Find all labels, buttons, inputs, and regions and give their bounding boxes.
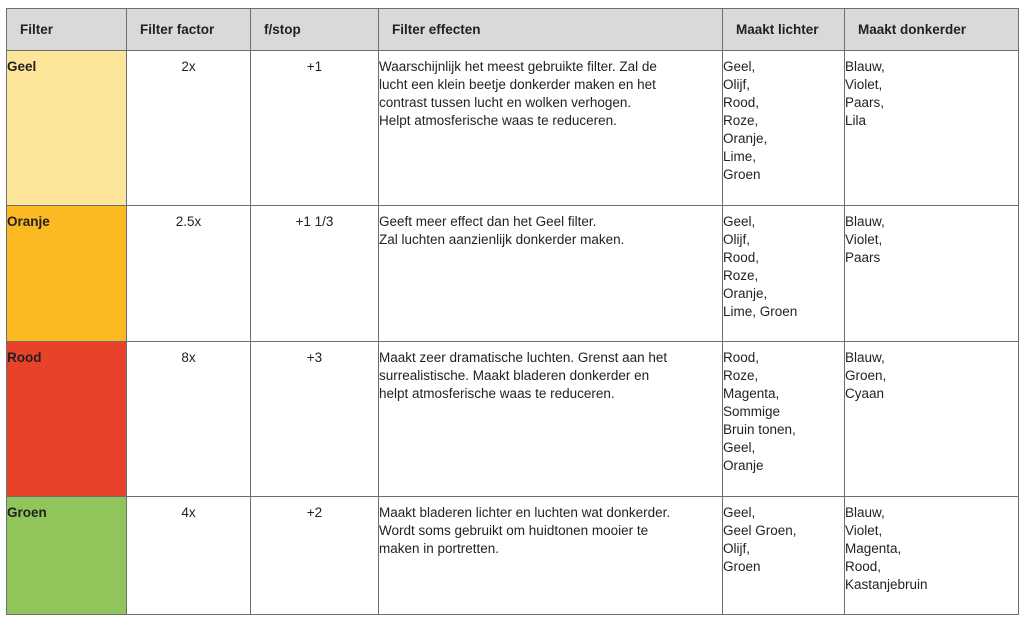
effects-line: contrast tussen lucht en wolken verhogen. [379, 95, 632, 110]
color-item: Geel, [723, 59, 756, 74]
color-item: Olijf, [723, 232, 750, 247]
color-item: Geel, [723, 440, 756, 455]
filter-table [6, 8, 1019, 615]
color-item: Blauw, [845, 350, 885, 365]
filter-name-cell: Groen [7, 497, 127, 615]
color-item: Violet, [845, 523, 883, 538]
color-item: Blauw, [845, 214, 885, 229]
table-row [7, 206, 1019, 342]
darker-cell [845, 342, 1019, 497]
fstop-cell: +1 [251, 51, 379, 206]
header-filter-effects: Filter effecten [379, 9, 723, 51]
effects-line: Maakt zeer dramatische luchten. Grenst aan het [379, 350, 668, 365]
filter-factor-cell: 2.5x [127, 206, 251, 342]
filter-factor-cell: 8x [127, 342, 251, 497]
effects-line: Geeft meer effect dan het Geel filter. [379, 214, 597, 229]
effects-line: lucht een klein beetje donkerder maken en het [379, 77, 656, 92]
effects-cell [379, 206, 723, 342]
color-item: Geel, [723, 214, 756, 229]
lighter-cell [723, 51, 845, 206]
color-item: Oranje, [723, 131, 768, 146]
color-item: Lila [845, 113, 867, 128]
color-item: Violet, [845, 232, 883, 247]
color-item: Groen [723, 167, 761, 182]
color-item: Magenta, [723, 386, 780, 401]
header-makes-lighter: Maakt lichter [723, 9, 845, 51]
color-item: Bruin tonen, [723, 422, 796, 437]
color-item: Olijf, [723, 77, 750, 92]
table-header [7, 9, 1019, 51]
color-item: Olijf, [723, 541, 750, 556]
fstop-cell: +3 [251, 342, 379, 497]
color-item: Lime, [723, 149, 757, 164]
color-item: Kastanjebruin [845, 577, 928, 592]
table-row [7, 497, 1019, 615]
header-filter: Filter [7, 9, 127, 51]
effects-cell [379, 342, 723, 497]
color-item: Lime, Groen [723, 304, 798, 319]
color-item: Rood, [723, 350, 760, 365]
color-item: Blauw, [845, 59, 885, 74]
effects-line: surrealistische. Maakt bladeren donkerder en [379, 368, 650, 383]
effects-line: Zal luchten aanzienlijk donkerder maken. [379, 232, 625, 247]
color-item: Oranje, [723, 286, 768, 301]
color-item: Geel Groen, [723, 523, 797, 538]
color-item: Rood, [723, 250, 760, 265]
filter-factor-cell: 2x [127, 51, 251, 206]
color-item: Violet, [845, 77, 883, 92]
effects-line: helpt atmosferische waas te reduceren. [379, 386, 615, 401]
effects-line: Maakt bladeren lichter en luchten wat donkerder. [379, 505, 671, 520]
color-item: Rood, [845, 559, 882, 574]
darker-cell [845, 51, 1019, 206]
color-item: Geel, [723, 505, 756, 520]
effects-cell [379, 51, 723, 206]
color-item: Roze, [723, 368, 759, 383]
filter-name-cell: Oranje [7, 206, 127, 342]
fstop-cell: +1 1/3 [251, 206, 379, 342]
filter-name-cell: Geel [7, 51, 127, 206]
color-item: Magenta, [845, 541, 902, 556]
table-row [7, 51, 1019, 206]
effects-line: Waarschijnlijk het meest gebruikte filter. Zal de [379, 59, 657, 74]
color-item: Groen [723, 559, 761, 574]
header-filter-factor: Filter factor [127, 9, 251, 51]
header-fstop: f/stop [251, 9, 379, 51]
darker-cell [845, 497, 1019, 615]
filter-factor-cell: 4x [127, 497, 251, 615]
lighter-cell [723, 497, 845, 615]
darker-cell [845, 206, 1019, 342]
color-item: Rood, [723, 95, 760, 110]
lighter-cell [723, 206, 845, 342]
effects-line: Helpt atmosferische waas te reduceren. [379, 113, 617, 128]
color-item: Oranje [723, 458, 764, 473]
color-item: Roze, [723, 268, 759, 283]
filter-name-cell: Rood [7, 342, 127, 497]
color-item: Groen, [845, 368, 887, 383]
table-body [7, 51, 1019, 615]
color-item: Roze, [723, 113, 759, 128]
header-makes-darker: Maakt donkerder [845, 9, 1019, 51]
lighter-cell [723, 342, 845, 497]
color-item: Paars [845, 250, 881, 265]
color-item: Cyaan [845, 386, 885, 401]
color-item: Sommige [723, 404, 781, 419]
effects-line: Wordt soms gebruikt om huidtonen mooier te [379, 523, 649, 538]
fstop-cell: +2 [251, 497, 379, 615]
effects-cell [379, 497, 723, 615]
table-row [7, 342, 1019, 497]
color-item: Paars, [845, 95, 885, 110]
color-item: Blauw, [845, 505, 885, 520]
effects-line: maken in portretten. [379, 541, 500, 556]
header-row [7, 9, 1019, 51]
